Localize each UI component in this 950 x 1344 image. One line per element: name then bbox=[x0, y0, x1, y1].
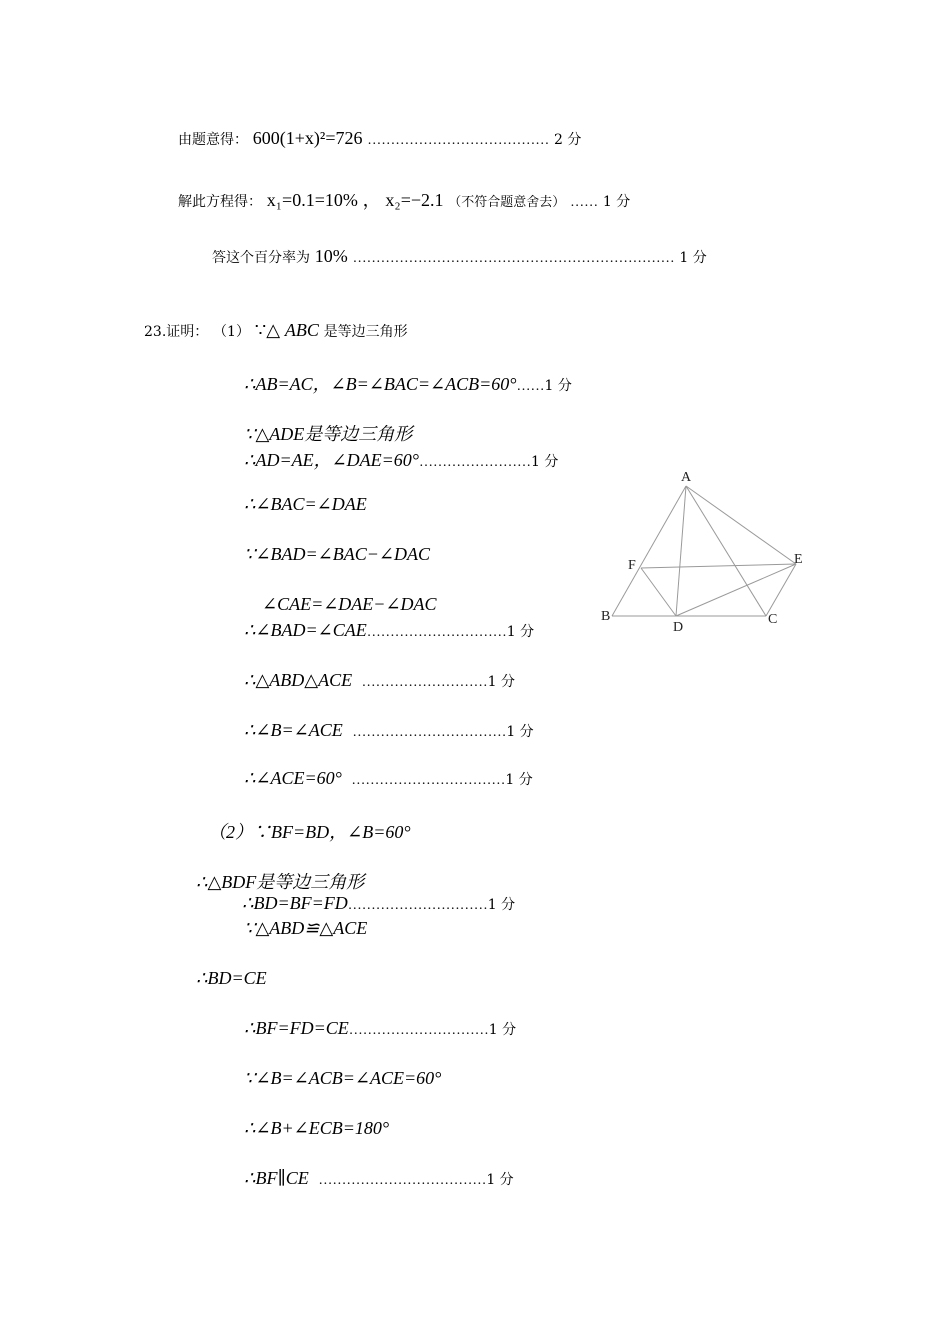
score: 2 分 bbox=[554, 132, 582, 148]
geometry-figure bbox=[590, 462, 820, 642]
note: （不符合题意舍去） bbox=[448, 195, 566, 210]
part-label: （1） bbox=[213, 324, 250, 340]
problem-number: 23.证明： bbox=[144, 324, 209, 340]
proof-line: ∴△ABD△ACE ………………………1 分 bbox=[244, 670, 516, 690]
segment-ae bbox=[686, 486, 796, 564]
segment-ce bbox=[766, 564, 796, 616]
label: 由题意得： bbox=[178, 132, 248, 148]
label: 答这个百分率为 bbox=[212, 250, 310, 266]
root-x2: x₂=−2.1 bbox=[385, 190, 444, 210]
proof-line: ∴AB=AC，∠B=∠BAC=∠ACB=60°……1 分 bbox=[244, 374, 572, 394]
leader-dots: …………………………………………………………… bbox=[352, 251, 675, 266]
leader-dots: ………………………………… bbox=[367, 133, 550, 148]
equation: 600(1+x)²=726 bbox=[252, 128, 363, 148]
proof-line: ∴∠BAD=∠CAE…………………………1 分 bbox=[244, 620, 535, 640]
label-f: F bbox=[628, 558, 636, 573]
proof-line: ∴AD=AE，∠DAE=60°……………………1 分 bbox=[244, 450, 559, 470]
segment-fe bbox=[641, 564, 796, 568]
proof-line: ∵∠BAD=∠BAC−∠DAC bbox=[244, 544, 430, 564]
segment-ab bbox=[612, 486, 686, 616]
score: 1 分 bbox=[679, 250, 707, 266]
label-e: E bbox=[794, 552, 803, 567]
proof-line: （2）∵BF=BD，∠B=60° bbox=[208, 822, 411, 842]
because-symbol: ∵△ bbox=[254, 320, 281, 340]
proof-line: ∠CAE=∠DAE−∠DAC bbox=[262, 594, 437, 614]
proof-line: ∵∠B=∠ACB=∠ACE=60° bbox=[244, 1068, 442, 1088]
answer-value: 10% bbox=[314, 246, 348, 266]
proof-line: ∴BF∥CE ………………………………1 分 bbox=[244, 1168, 514, 1188]
proof-line: ∴△BDF是等边三角形 bbox=[196, 872, 365, 892]
header-text: 是等边三角形 bbox=[323, 324, 408, 340]
segment-de bbox=[676, 564, 796, 616]
separator: ， bbox=[362, 190, 381, 210]
proof-line: ∴BD=BF=FD…………………………1 分 bbox=[242, 893, 516, 913]
proof-header bbox=[144, 320, 408, 341]
label-b: B bbox=[601, 609, 611, 624]
leader-dots: …… bbox=[570, 195, 599, 210]
segment-ac bbox=[686, 486, 766, 616]
proof-line: ∴∠ACE=60° ……………………………1 分 bbox=[244, 768, 533, 788]
score: 1 分 bbox=[602, 194, 631, 210]
label: 解此方程得： bbox=[178, 194, 262, 210]
proof-line: ∵△ADE是等边三角形 bbox=[244, 424, 413, 444]
label-a: A bbox=[680, 470, 692, 485]
solution-line-roots bbox=[178, 186, 630, 212]
label-c: C bbox=[768, 612, 778, 627]
root-x1: x₁=0.1=10% bbox=[266, 190, 358, 210]
solution-line-equation bbox=[178, 128, 581, 149]
proof-line: ∴∠B+∠ECB=180° bbox=[244, 1118, 390, 1138]
label-d: D bbox=[673, 620, 684, 635]
proof-line: ∵△ABD≌△ACE bbox=[244, 918, 368, 938]
proof-line: ∴∠BAC=∠DAE bbox=[244, 494, 367, 514]
proof-line: ∴∠B=∠ACE ……………………………1 分 bbox=[244, 720, 534, 740]
segment-fd bbox=[641, 568, 676, 616]
triangle-name: ABC bbox=[284, 320, 319, 340]
segment-ad bbox=[676, 486, 686, 616]
proof-line: ∴BD=CE bbox=[196, 968, 267, 988]
solution-line-answer bbox=[212, 246, 707, 267]
proof-line: ∴BF=FD=CE…………………………1 分 bbox=[244, 1018, 517, 1038]
